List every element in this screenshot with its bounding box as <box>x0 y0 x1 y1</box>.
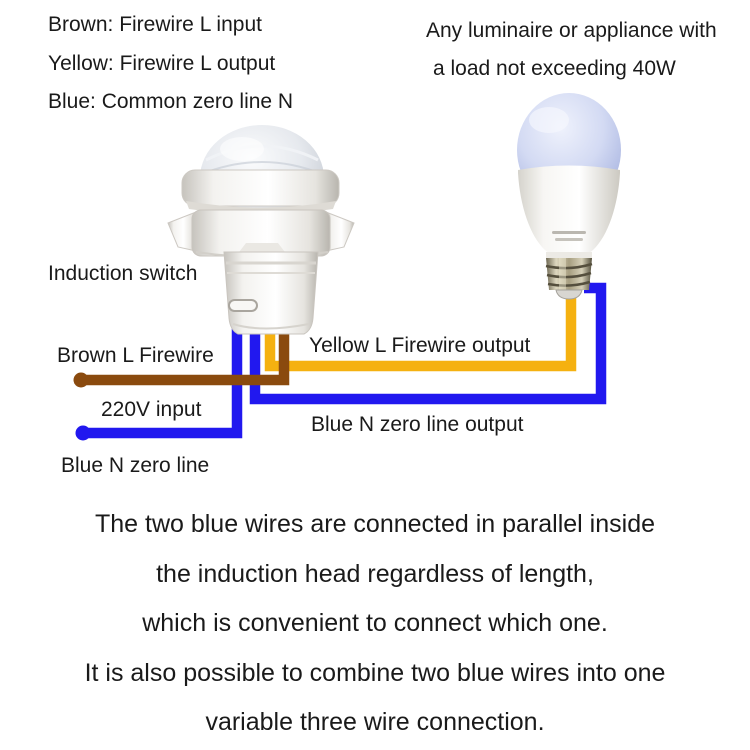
brown-firewire-label: Brown L Firewire <box>57 344 214 367</box>
footer-line-5: variable three wire connection. <box>205 708 545 736</box>
footer-line-2: the induction head regardless of length, <box>156 559 594 588</box>
footer-note <box>0 500 750 748</box>
appliance-note-line1: Any luminaire or appliance with <box>426 19 717 42</box>
light-bulb-illustration <box>517 93 621 299</box>
appliance-note-line2: a load not exceeding 40W <box>433 57 676 80</box>
bulb-contact-tip <box>556 290 582 299</box>
legend-brown-line: Brown: Firewire L input <box>48 13 262 36</box>
brown-wire-terminal-dot <box>74 373 89 388</box>
footer-line-4: It is also possible to combine two blue wires into one <box>84 658 666 687</box>
blue-wire-terminal-dot <box>76 426 91 441</box>
switch-flange <box>182 170 339 206</box>
blue-zero-line-label: Blue N zero line <box>61 454 210 477</box>
footer-line-3: which is convenient to connect which one. <box>142 609 608 637</box>
yellow-output-label: Yellow L Firewire output <box>309 334 531 357</box>
induction-switch-label: Induction switch <box>48 262 198 285</box>
220v-input-label: 220V input <box>101 398 202 421</box>
legend-yellow-line: Yellow: Firewire L output <box>48 52 276 75</box>
induction-switch-illustration <box>168 125 354 334</box>
blue-output-label: Blue N zero line output <box>311 413 524 436</box>
switch-slot <box>229 300 257 311</box>
legend-blue-line: Blue: Common zero line N <box>48 90 294 113</box>
footer-line-1: The two blue wires are connected in parallel inside <box>94 510 656 538</box>
